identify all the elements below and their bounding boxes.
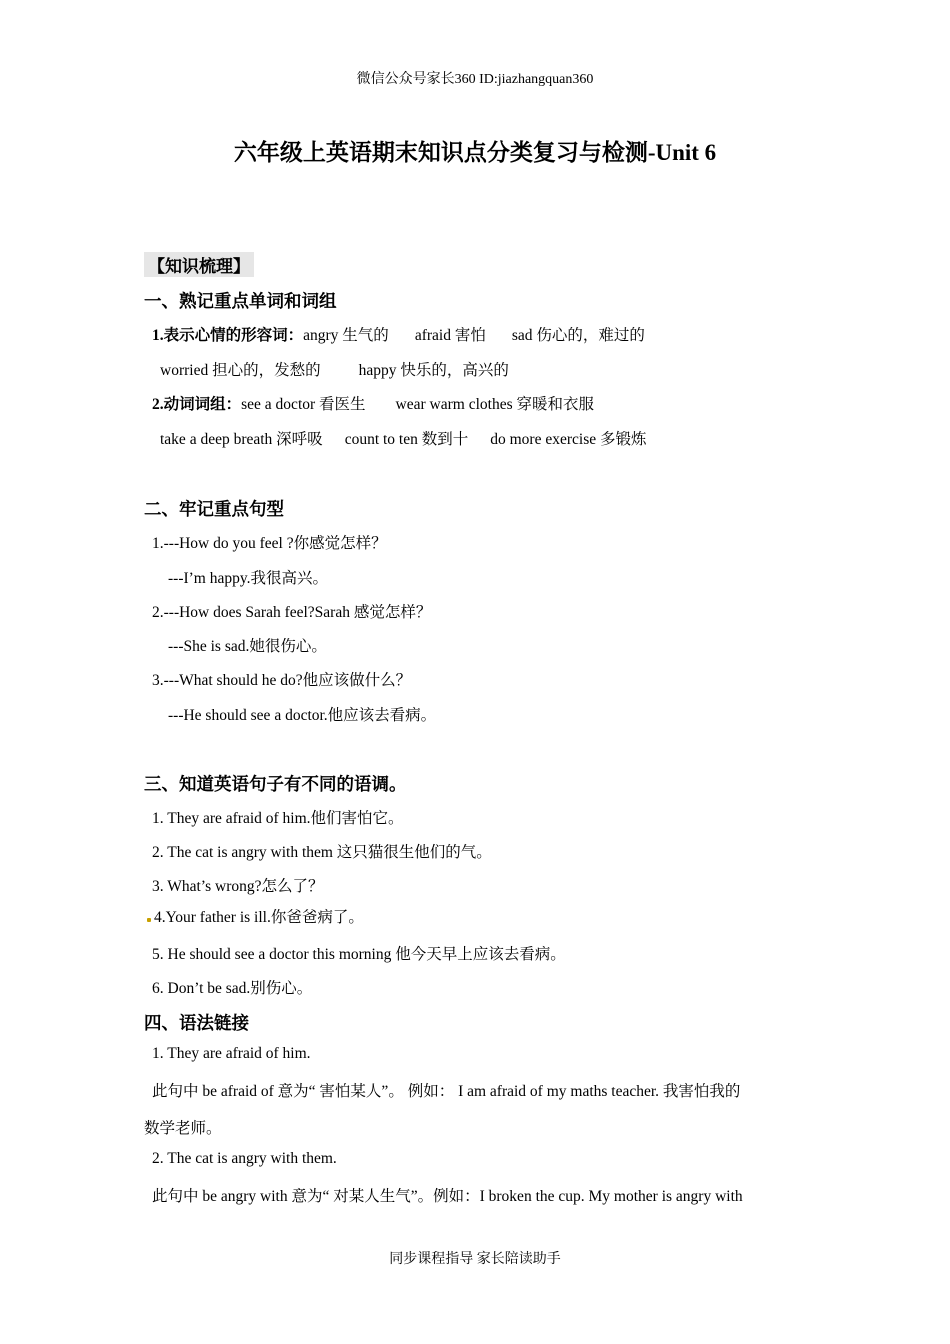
sentence-line: 1.---How do you feel ?你感觉怎样？ xyxy=(152,535,387,552)
intonation-line: 4.Your father is ill.你爸爸病了。 xyxy=(154,909,364,926)
intonation-line: 1. They are afraid of him.他们害怕它。 xyxy=(152,810,404,827)
marker-dot xyxy=(147,918,151,922)
sentence-line: ---I’m happy.我很高兴。 xyxy=(168,570,328,587)
vocab-line-3 xyxy=(152,392,594,414)
vocab-line-1 xyxy=(152,323,645,345)
grammar-line: 2. The cat is angry with them. xyxy=(152,1150,337,1167)
section-tag: 【知识梳理】 xyxy=(144,252,254,277)
page-header: 微信公众号家长360 ID:jiazhangquan360 xyxy=(356,72,594,87)
section-3-heading: 三、知道英语句子有不同的语调。 xyxy=(144,774,407,794)
sentence-line: ---She is sad.她很伤心。 xyxy=(168,638,327,655)
section-2-heading: 二、牢记重点句型 xyxy=(144,499,284,519)
grammar-line: 此句中 be afraid of 意为“ 害怕某人”。 例如： I am afraid of my maths teacher. 我害怕我的 xyxy=(152,1083,741,1100)
page-footer: 同步课程指导 家长陪读助手 xyxy=(389,1252,561,1267)
grammar-line: 此句中 be angry with 意为“ 对某人生气”。例如：I broken the cup. My mother is angry with xyxy=(152,1188,743,1205)
vocab-item: see a doctor 看医生 xyxy=(241,396,366,413)
intonation-line: 3. What’s wrong?怎么了？ xyxy=(152,878,324,895)
vocab-item: happy 快乐的，高兴的 xyxy=(358,362,509,379)
vocab-line-2 xyxy=(160,358,509,380)
vocab-item: worried 担心的，发愁的 xyxy=(160,362,321,379)
vocab-item: wear warm clothes 穿暖和衣服 xyxy=(395,396,594,413)
vocab-item: do more exercise 多锻炼 xyxy=(490,431,647,448)
section-1-heading: 一、熟记重点单词和词组 xyxy=(144,291,337,311)
grammar-line: 数学老师。 xyxy=(144,1120,222,1137)
intonation-line: 6. Don’t be sad.别伤心。 xyxy=(152,980,313,997)
section-4-heading: 四、语法链接 xyxy=(144,1013,249,1033)
grammar-line: 1. They are afraid of him. xyxy=(152,1045,311,1062)
vocab-item: angry 生气的 xyxy=(303,327,389,344)
sentence-line: ---He should see a doctor.他应该去看病。 xyxy=(168,707,437,724)
vocab-item: sad 伤心的，难过的 xyxy=(511,327,645,344)
intonation-line: 2. The cat is angry with them 这只猫很生他们的气。 xyxy=(152,844,492,861)
intonation-line: 5. He should see a doctor this morning 他今天早上应该去看病。 xyxy=(152,946,566,963)
sentence-line: 2.---How does Sarah feel?Sarah 感觉怎样？ xyxy=(152,604,432,621)
vocab-item: count to ten 数到十 xyxy=(344,431,469,448)
vocab-item: take a deep breath 深呼吸 xyxy=(160,431,323,448)
vocab-item: afraid 害怕 xyxy=(414,327,486,344)
sentence-line: 3.---What should he do?他应该做什么？ xyxy=(152,672,412,689)
vocab-label-phrases: 2.动词词组： xyxy=(152,396,242,413)
vocab-line-4 xyxy=(160,427,647,449)
vocab-label-adjectives: 1.表示心情的形容词： xyxy=(152,327,304,344)
page-title: 六年级上英语期末知识点分类复习与检测-Unit 6 xyxy=(233,140,717,165)
